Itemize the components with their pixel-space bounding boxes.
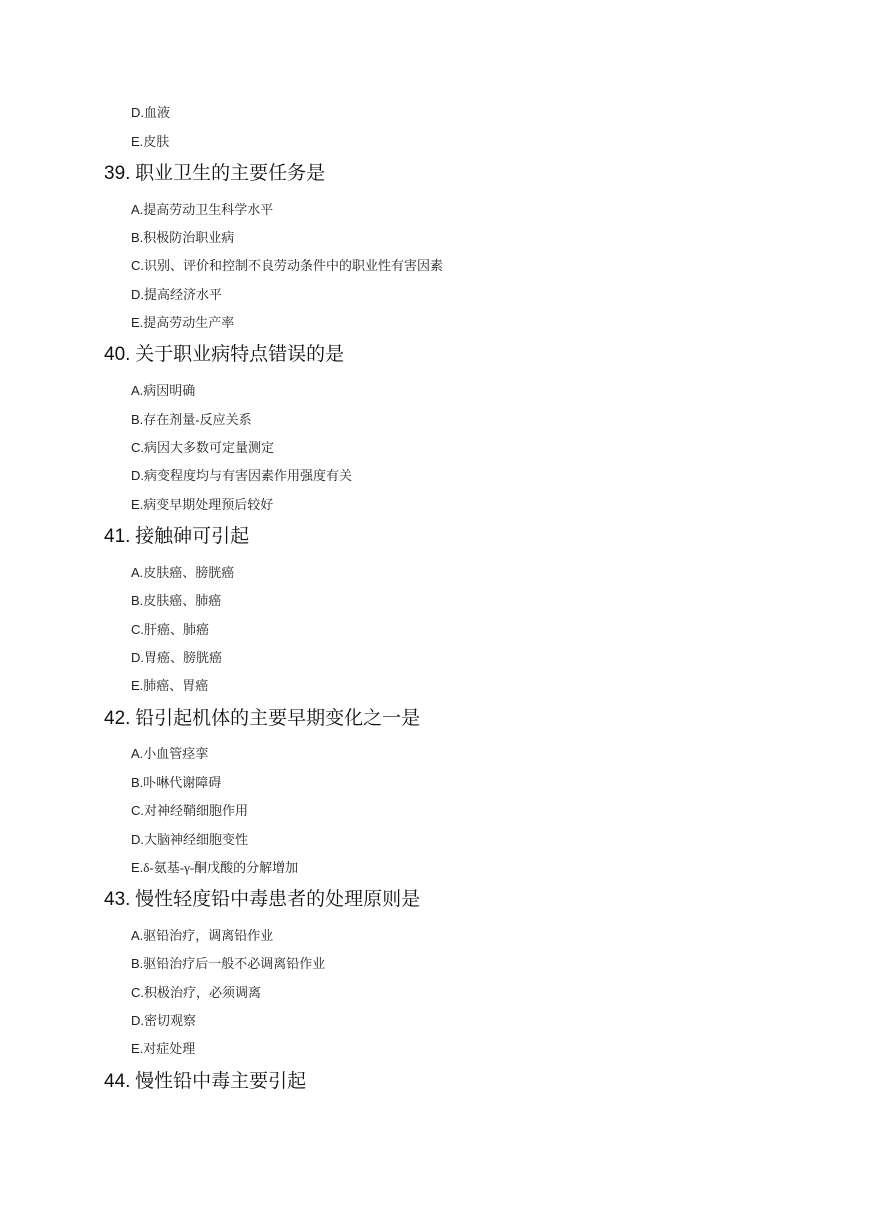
option-text: 提高经济水平 (144, 287, 223, 302)
question-title (104, 1070, 306, 1094)
option-line (131, 803, 248, 819)
option-line (131, 1041, 195, 1057)
option-line (131, 650, 222, 666)
option-line (131, 202, 273, 218)
question-number: 40. (104, 344, 131, 365)
option-line (131, 678, 208, 694)
option-text: 胃癌、膀胱癌 (144, 650, 223, 665)
option-letter: D. (131, 105, 144, 120)
option-line (131, 315, 234, 331)
question-text: 接触砷可引起 (135, 526, 250, 547)
question-text: 铅引起机体的主要早期变化之一是 (135, 708, 421, 729)
option-letter: C. (131, 258, 144, 273)
option-line (131, 746, 208, 762)
option-line (131, 565, 234, 581)
option-text: 血液 (144, 105, 171, 120)
option-letter: A. (131, 565, 144, 580)
option-letter: D. (131, 287, 144, 302)
option-text: 病变早期处理预后较好 (143, 497, 274, 512)
option-line (131, 860, 298, 876)
option-text: 积极治疗，必须调离 (144, 985, 262, 1000)
option-letter: B. (131, 956, 144, 971)
question-number: 41. (104, 526, 131, 547)
option-letter: D. (131, 650, 144, 665)
question-title (104, 707, 420, 731)
option-letter: A. (131, 383, 144, 398)
question-title (104, 888, 420, 912)
option-letter: D. (131, 1013, 144, 1028)
question-text: 关于职业病特点错误的是 (135, 344, 345, 365)
question-text: 职业卫生的主要任务是 (135, 163, 326, 184)
option-line (131, 622, 209, 638)
option-text: 皮肤 (143, 134, 170, 149)
option-text: 皮肤癌、肺癌 (143, 593, 222, 608)
option-line (131, 412, 252, 428)
option-text: 提高劳动卫生科学水平 (143, 202, 274, 217)
option-letter: A. (131, 746, 144, 761)
question-title (104, 343, 344, 367)
option-letter: E. (131, 497, 144, 512)
option-letter: C. (131, 622, 144, 637)
option-line (131, 258, 443, 274)
option-text: 积极防治职业病 (143, 230, 235, 245)
option-text: 提高劳动生产率 (143, 315, 235, 330)
option-letter: D. (131, 468, 144, 483)
option-text: 驱铅治疗后一般不必调离铅作业 (143, 956, 326, 971)
option-text: 对神经鞘细胞作用 (144, 803, 249, 818)
question-title (104, 525, 249, 549)
question-number: 42. (104, 708, 131, 729)
option-letter: B. (131, 775, 144, 790)
option-text: 存在剂量-反应关系 (143, 412, 252, 427)
option-letter: D. (131, 832, 144, 847)
option-line (131, 775, 221, 791)
option-line (131, 134, 169, 150)
option-text: 小血管痉挛 (143, 746, 209, 761)
option-line (131, 928, 273, 944)
option-letter: E. (131, 134, 144, 149)
question-number: 43. (104, 889, 131, 910)
option-line (131, 956, 325, 972)
option-letter: C. (131, 440, 144, 455)
option-text: δ-氨基-γ-酮戊酸的分解增加 (143, 860, 299, 875)
option-text: 肝癌、肺癌 (144, 622, 210, 637)
option-letter: E. (131, 860, 144, 875)
option-text: 病因大多数可定量测定 (144, 440, 275, 455)
option-line (131, 383, 195, 399)
option-text: 卟啉代谢障碍 (143, 775, 222, 790)
option-text: 密切观察 (144, 1013, 197, 1028)
option-line (131, 593, 221, 609)
question-number: 39. (104, 163, 131, 184)
option-line (131, 832, 248, 848)
option-letter: B. (131, 412, 144, 427)
option-line (131, 287, 222, 303)
option-letter: B. (131, 593, 144, 608)
option-line (131, 1013, 196, 1029)
option-line (131, 497, 273, 513)
option-letter: A. (131, 928, 144, 943)
option-line (131, 468, 352, 484)
option-letter: B. (131, 230, 144, 245)
option-letter: A. (131, 202, 144, 217)
option-letter: E. (131, 1041, 144, 1056)
option-text: 识别、评价和控制不良劳动条件中的职业性有害因素 (144, 258, 444, 273)
option-text: 驱铅治疗，调离铅作业 (143, 928, 274, 943)
question-title (104, 162, 325, 186)
option-letter: C. (131, 985, 144, 1000)
option-text: 病因明确 (143, 383, 196, 398)
option-line (131, 230, 234, 246)
option-line (131, 985, 261, 1001)
option-letter: E. (131, 315, 144, 330)
option-letter: C. (131, 803, 144, 818)
option-text: 肺癌、胃癌 (143, 678, 209, 693)
option-line (131, 105, 170, 121)
question-text: 慢性铅中毒主要引起 (135, 1071, 307, 1092)
question-number: 44. (104, 1071, 131, 1092)
option-line (131, 440, 274, 456)
option-text: 大脑神经细胞变性 (144, 832, 249, 847)
option-letter: E. (131, 678, 144, 693)
option-text: 皮肤癌、膀胱癌 (143, 565, 235, 580)
question-text: 慢性轻度铅中毒患者的处理原则是 (135, 889, 421, 910)
option-text: 病变程度均与有害因素作用强度有关 (144, 468, 353, 483)
option-text: 对症处理 (143, 1041, 196, 1056)
